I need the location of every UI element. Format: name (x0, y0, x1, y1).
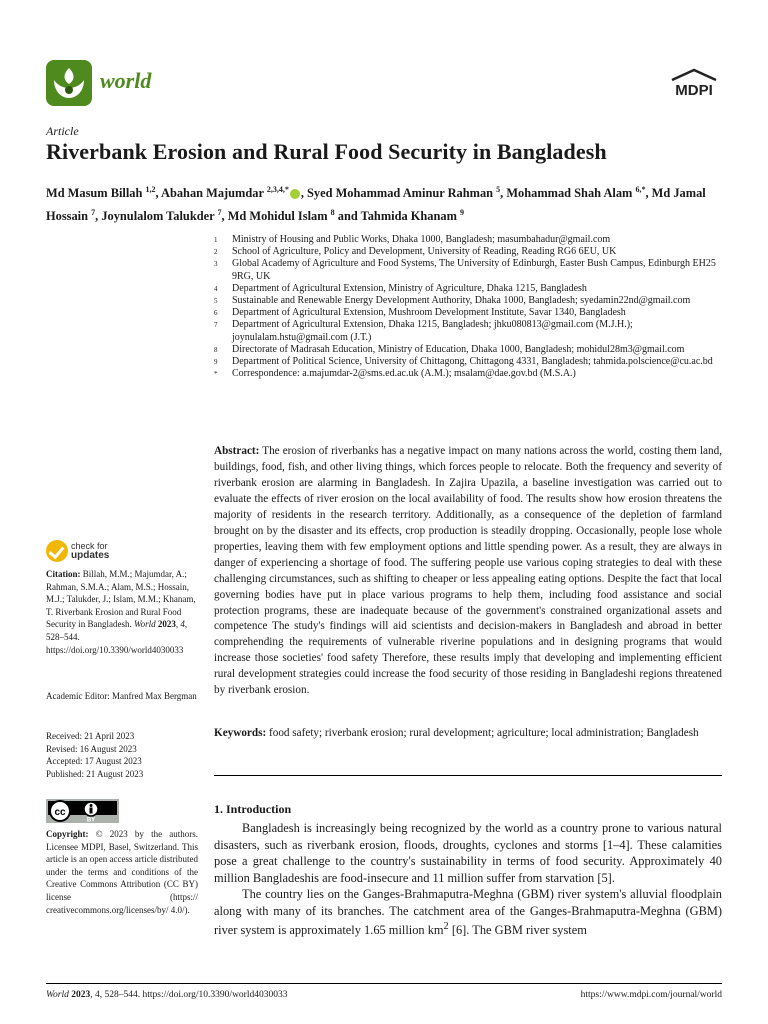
revised-date: Revised: 16 August 2023 (46, 743, 137, 754)
author-affiliation-marker: 6,* (635, 185, 646, 194)
accepted-date: Accepted: 17 August 2023 (46, 756, 142, 767)
author-affiliation-marker: 1,2 (145, 185, 156, 194)
published-date: Published: 21 August 2023 (46, 768, 144, 779)
page-title: Riverbank Erosion and Rural Food Security in Bangladesh (46, 139, 607, 164)
affiliation-item: 3 Global Academy of Agriculture and Food Systems, The University of Edinburgh, Easter Bush Campus, Edinburgh EH25 9RG, UK (214, 258, 716, 282)
keywords (214, 726, 722, 742)
author-name: Md Mohidul Islam (227, 209, 328, 224)
academic-editor: Academic Editor: Manfred Max Bergman (46, 691, 197, 701)
author-name: Abahan Majumdar (161, 186, 264, 201)
abstract (214, 444, 722, 699)
reference-link[interactable]: 5 (601, 870, 608, 885)
keywords-label: Keywords: (214, 727, 267, 739)
author-name: Tahmida Khanam (360, 209, 457, 224)
article-type: Article (46, 124, 79, 138)
abstract-text: The erosion of riverbanks has a negative impact on many nations across the world, costing them land, buildings, food, fish, and other living things, which forces people to relocate. Both the frequency and severity of riverbank erosion are alarming in Bangladesh. In Zajira Upazila, a baseline investigation was carried out to evaluate the effects of river erosion on the local availability of food. The results show how erosion threatens the majority of residents in the research territory. Additionally, as a consequence of the depletion of farmland brought on by the disaster and its effects, crop production is steadily dropping. Occasionally, people lose whole properties, leaving them with few employment options and little spending power. As a result, they are always in danger of experiencing a shortage of food. The suffering people use various coping strategies to deal with these challenging circumstances, such as shifting to cheaper or less appealing eating options. Despite the fact that local governing bodies have put in place various programs to help them, including food assistance and social protection programs, these are inadequate because of the government's constrained organizational assets and competence The study's findings will aid scientists and decision-makers in Bangladesh and abroad in better comprehending the requirements of vulnerable riverine populations and in designing programs that would increase those societies' food safety Therefore, these results imply that developing and implementing efficient rural development strategies could increase the food security of those residing in Bangladeshi regions threatened by riverbank erosion. (214, 445, 722, 697)
paragraph: Bangladesh is increasingly being recognized by the world as a country prone to various natural disasters, such as riverbank erosion, floods, droughts, cyclones and storms [1–4]. These calamities pose a great challenge to the country's sustainability in terms of food security. Approximately 40 million Bangladeshis are food-insecure and 11 million suffer from starvation [5]. (214, 821, 722, 885)
cc-by-license-icon[interactable] (46, 799, 119, 823)
affiliation-item: 6 Department of Agricultural Extension, Mushroom Development Institute, Savar 1340, Bangladesh (214, 307, 626, 319)
copyright-notice: Copyright: © 2023 by the authors. Licensee MDPI, Basel, Switzerland. This article is an open access article distributed under the terms and conditions of the Creative Commons Attribution (CC BY) license (https:// creativecommons.org/licenses/by/ 4.0/). (46, 829, 199, 915)
author-affiliation-marker: 5 (496, 185, 501, 194)
affiliation-item: 8 Directorate of Madrasah Education, Ministry of Education, Dhaka 1000, Bangladesh; mohidul28m3@gmail.com (214, 343, 685, 355)
author-affiliation-marker: 9 (460, 208, 465, 218)
keywords-text: food safety; riverbank erosion; rural development; agriculture; local administration; Bangladesh (269, 727, 699, 739)
divider (214, 775, 722, 776)
reference-link[interactable]: 1–4 (606, 837, 626, 852)
mdpi-logo[interactable] (668, 68, 720, 108)
author-name: Md Jamal Hossain (46, 186, 706, 224)
svg-text:MDPI: MDPI (675, 82, 713, 99)
paragraph: The country lies on the Ganges-Brahmaputra-Meghna (GBM) river system's alluvial floodplain along with many of its branches. The catchment area of the Ganges-Brahmaputra-Meghna (GBM) river system is approximately 1.65 million $km^2$ [6]. The GBM river system (214, 887, 722, 938)
author-name: Syed Mohammad Aminur Rahman (307, 186, 494, 201)
footer-journal-url[interactable]: https://www.mdpi.com/journal/world (580, 990, 722, 1000)
author-name: Joynulalom Talukder (101, 209, 215, 224)
affiliation-item: 1 Ministry of Housing and Public Works, Dhaka 1000, Bangladesh; masumbahadur@gmail.com (214, 234, 611, 245)
author-name: Md Masum Billah (46, 186, 143, 201)
svg-text:cc: cc (54, 807, 66, 818)
author-affiliation-marker: 2,3,4,* (266, 185, 289, 194)
check-for-updates-button[interactable]: check for updates (46, 538, 166, 564)
check-icon (46, 540, 68, 562)
section-heading: 1. Introduction (214, 802, 292, 816)
svg-text:BY: BY (86, 817, 96, 823)
journal-name: world (100, 68, 152, 93)
affiliation-item: 9 Department of Political Science, University of Chittagong, Chittagong 4331, Bangladesh; tahmida.polscience@cu.ac.bd (214, 356, 713, 368)
citation: Citation: Billah, M.M.; Majumdar, A.; Rahman, S.M.A.; Alam, M.S.; Hossain, M.J.; Talukder, J.; Islam, M.M.; Khanam, T. Riverbank Erosion and Rural Food Security in Bangladesh. World 2023, 4, 528–544. https://doi.org/10.3390/world4030033 (46, 569, 196, 655)
orcid-icon[interactable] (290, 189, 300, 199)
introduction-body (214, 820, 722, 939)
dates (46, 730, 198, 780)
affiliation-item: 5 Sustainable and Renewable Energy Development Authority, Dhaka 1000, Bangladesh; syedamin22nd@gmail.com (214, 295, 691, 307)
journal-logo-icon (46, 60, 92, 106)
affiliations (214, 234, 734, 380)
author-affiliation-marker: 7 (91, 208, 96, 218)
author-affiliation-marker: 7 (217, 208, 222, 218)
author-list: Md Masum Billah $^{1,2}$, Abahan Majumdar $^{2,3,4,*}$ , Syed Mohammad Aminur Rahman $^5$, Mohammad Shah Alam $^{6,*}$, Md Jamal Hossain $^7$, Joynulalom Talukder $^7$, Md Mohidul Islam $^8$ and Tahmida Khanam $^9$ (46, 185, 706, 224)
affiliation-item: 7 Department of Agricultural Extension, Dhaka 1215, Bangladesh; jhku080813@gmail.com (M.J.H.); joynulalam.hstu@gmail.com (J.T.) (214, 319, 633, 343)
received-date: Received: 21 April 2023 (46, 731, 135, 741)
doi-link[interactable]: https://doi.org/10.3390/world4030033 (46, 644, 184, 655)
author-name: Mohammad Shah Alam (506, 186, 633, 201)
reference-link[interactable]: 6 (455, 923, 463, 938)
author-affiliation-marker: 8 (330, 208, 335, 218)
affiliation-item: 4 Department of Agricultural Extension, Ministry of Agriculture, Dhaka 1215, Bangladesh (214, 282, 587, 294)
affiliation-item: 2 School of Agriculture, Policy and Development, University of Reading, Reading RG6 6EU, UK (214, 246, 617, 258)
affiliation-item: * Correspondence: a.majumdar-2@sms.ed.ac.uk (A.M.); msalam@dae.gov.bd (M.S.A.) (214, 368, 576, 380)
footer-citation: World 2023, 4, 528–544. https://doi.org/10.3390/world4030033 (46, 990, 288, 1000)
footer-divider (46, 983, 722, 984)
abstract-label: Abstract: (214, 445, 260, 457)
